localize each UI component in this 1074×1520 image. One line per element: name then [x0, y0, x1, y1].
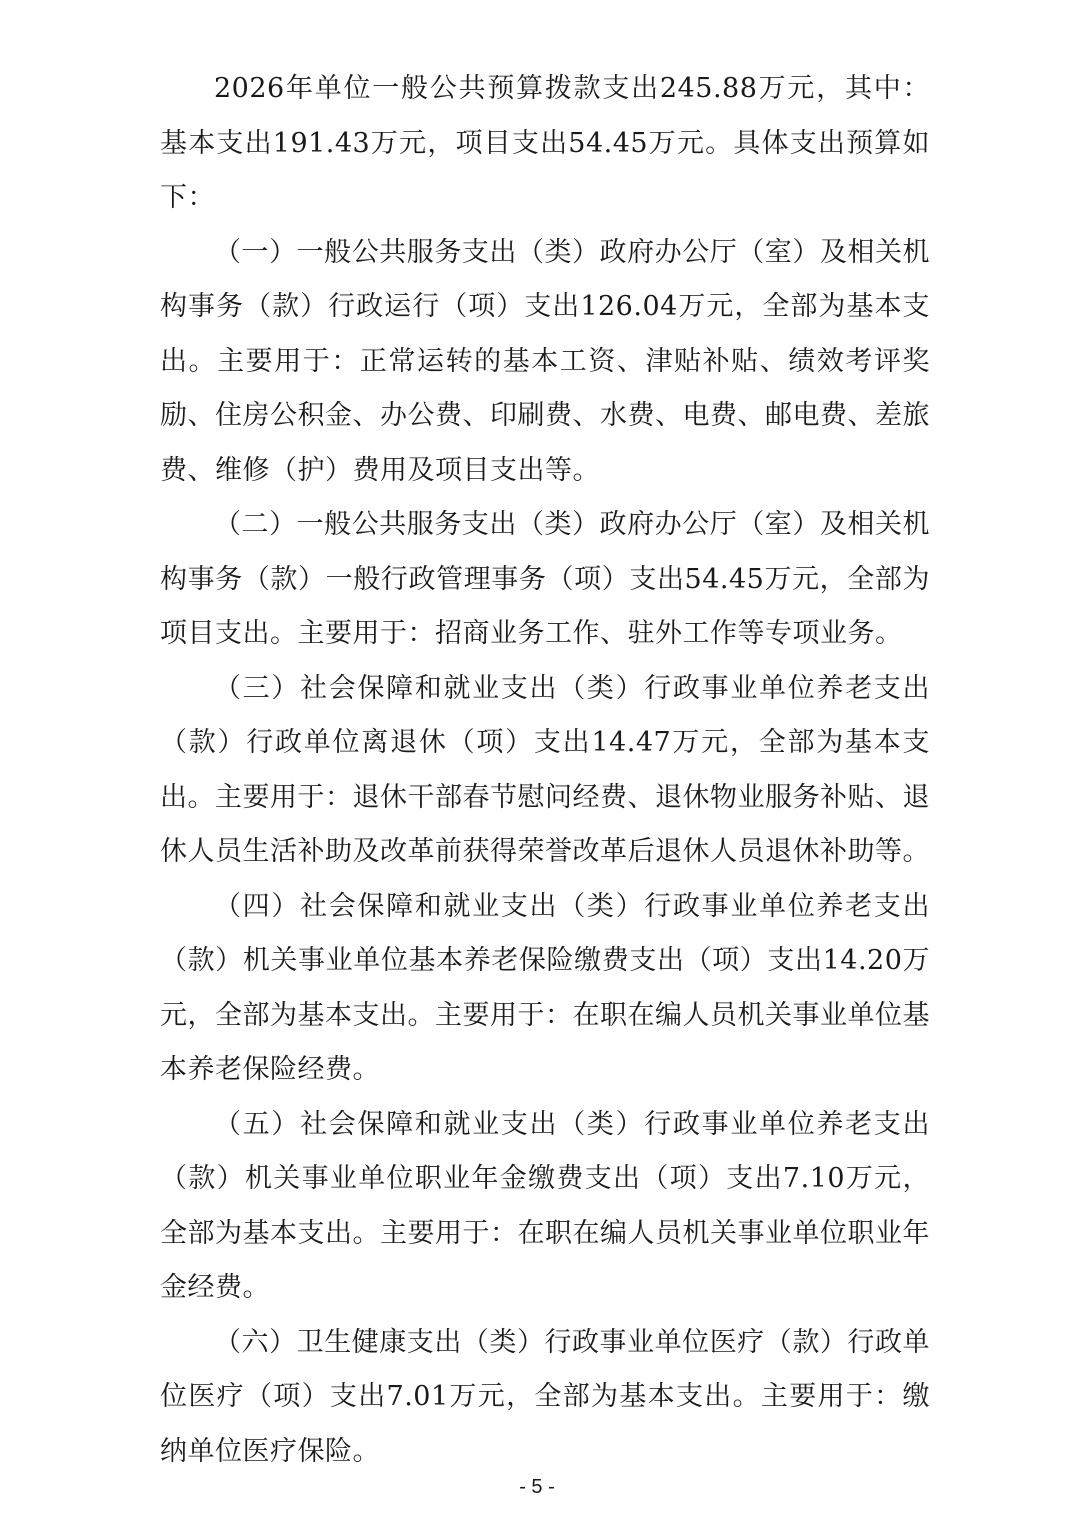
document-body [160, 62, 930, 1479]
paragraph-item-1: （一）一般公共服务支出（类）政府办公厅（室）及相关机构事务（款）行政运行（项）支出126.04万元，全部为基本支出。主要用于：正常运转的基本工资、津贴补贴、绩效考评奖励、住房公积金、办公费、印刷费、水费、电费、邮电费、差旅费、维修（护）费用及项目支出等。 [160, 236, 930, 486]
paragraph-item-5: （五）社会保障和就业支出（类）行政事业单位养老支出（款）机关事业单位职业年金缴费支出（项）支出7.10万元，全部为基本支出。主要用于：在职在编人员机关事业单位职业年金经费。 [160, 1108, 930, 1303]
paragraph-item-3: （三）社会保障和就业支出（类）行政事业单位养老支出（款）行政单位离退休（项）支出14.47万元，全部为基本支出。主要用于：退休干部春节慰问经费、退休物业服务补贴、退休人员生活补助及改革前获得荣誉改革后退休人员退休补助等。 [160, 672, 930, 867]
paragraph-item-2: （二）一般公共服务支出（类）政府办公厅（室）及相关机构事务（款）一般行政管理事务（项）支出54.45万元，全部为项目支出。主要用于：招商业务工作、驻外工作等专项业务。 [160, 509, 930, 649]
paragraph-summary: 2026年单位一般公共预算拨款支出245.88万元，其中：基本支出191.43万元，项目支出54.45万元。具体支出预算如下： [160, 73, 930, 213]
page-number: - 5 - [519, 1476, 555, 1498]
paragraph-item-6: （六）卫生健康支出（类）行政事业单位医疗（款）行政单位医疗（项）支出7.01万元，全部为基本支出。主要用于：缴纳单位医疗保险。 [160, 1326, 930, 1467]
paragraph-item-4: （四）社会保障和就业支出（类）行政事业单位养老支出（款）机关事业单位基本养老保险缴费支出（项）支出14.20万元，全部为基本支出。主要用于：在职在编人员机关事业单位基本养老保险经费。 [160, 890, 930, 1085]
